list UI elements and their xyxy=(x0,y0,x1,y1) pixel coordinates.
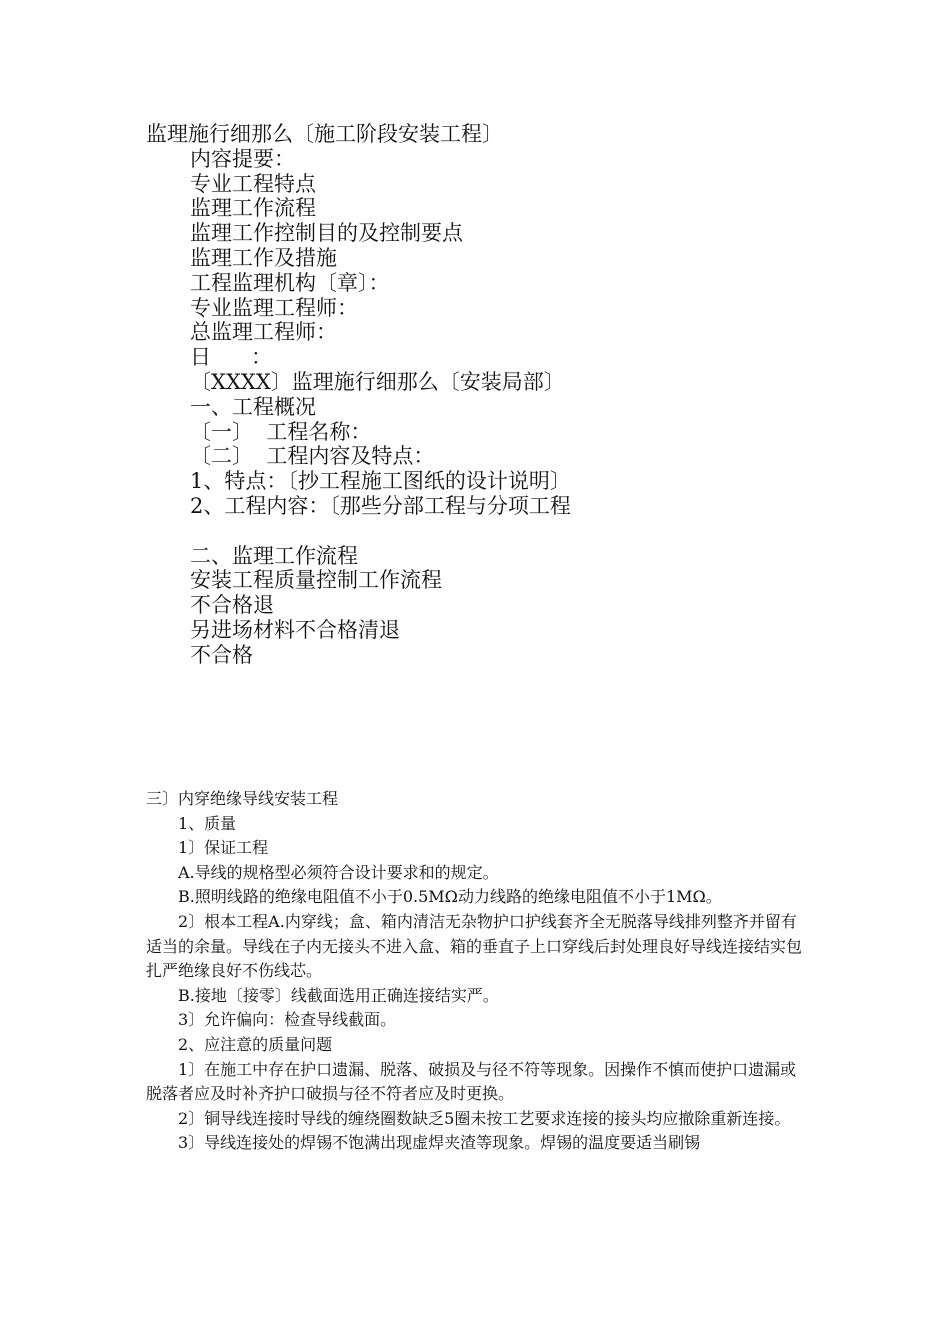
paragraph: 2、应注意的质量问题 xyxy=(178,1034,333,1054)
cover-line: 监理工作及措施 xyxy=(190,245,337,270)
cover-line: 工程监理机构〔章〕： xyxy=(190,270,390,295)
cover-line: 总监理工程师： xyxy=(190,320,337,345)
paragraph: 2〕根本工程A.内穿线；盒、箱内清洁无杂物护口护线套齐全无脱落导线排列整齐并留有适当的余量。导线在子内无接头不进入盒、箱的垂直子上口穿线后封处理良好导线连接结实包扎严绝缘良好不伤线芯。 xyxy=(146,911,803,981)
cover-line: 二、监理工作流程 xyxy=(190,543,358,568)
cover-line: 另进场材料不合格清退 xyxy=(190,617,400,642)
paragraph: 3〕导线连接处的焊锡不饱满出现虚焊夹渣等现象。焊锡的温度要适当刷锡 xyxy=(178,1133,701,1153)
cover-line: 〔二〕 工程内容及特点： xyxy=(190,444,435,469)
cover-line: 〔一〕 工程名称： xyxy=(190,419,372,444)
paragraph: B.接地〔接零〕线截面选用正确连接结实严。 xyxy=(178,985,499,1005)
cover-line: 不合格 xyxy=(190,642,253,667)
cover-line: 日 ： xyxy=(190,345,273,370)
cover-line: 1、特点：〔抄工程施工图纸的设计说明〕 xyxy=(190,469,571,494)
cover-line: 监理工作流程 xyxy=(190,196,316,221)
cover-line: 专业监理工程师： xyxy=(190,295,358,320)
section-heading: 三〕内穿绝缘导线安装工程 xyxy=(146,789,339,808)
section-3-block xyxy=(146,787,808,1156)
cover-line: 监理工作控制目的及控制要点 xyxy=(190,221,463,246)
document-title: 监理施行细那么〔施工阶段安装工程〕 xyxy=(146,122,503,146)
cover-line: 安装工程质量控制工作流程 xyxy=(190,568,442,593)
cover-line: 专业工程特点 xyxy=(190,171,316,196)
cover-line: 一、工程概况 xyxy=(190,394,316,419)
cover-line: 〔XXXX〕监理施行细那么〔安装局部〕 xyxy=(190,369,565,394)
paragraph: B.照明线路的绝缘电阻值不小于0.5MΩ动力线路的绝缘电阻值不小于1MΩ。 xyxy=(178,887,722,907)
cover-line: 不合格退 xyxy=(190,593,274,618)
paragraph: A.导线的规格型必须符合设计要求和的规定。 xyxy=(178,862,499,882)
blank-line xyxy=(146,519,866,544)
paragraph: 1、质量 xyxy=(178,813,237,833)
cover-block xyxy=(146,122,866,668)
cover-line: 内容提要： xyxy=(190,146,295,171)
paragraph: 1〕在施工中存在护口遗漏、脱落、破损及与径不符等现象。因操作不慎而使护口遗漏或脱落者应及时补齐护口破损与径不符者应及时更换。 xyxy=(146,1059,797,1104)
paragraph: 2〕铜导线连接时导线的缠绕圈数缺乏5圈未按工艺要求连接的接头均应撤除重新连接。 xyxy=(178,1108,791,1128)
paragraph: 3〕允许偏向：检查导线截面。 xyxy=(178,1010,397,1030)
paragraph: 1〕保证工程 xyxy=(178,838,269,858)
cover-line: 2、工程内容：〔那些分部工程与分项工程 xyxy=(190,493,571,518)
